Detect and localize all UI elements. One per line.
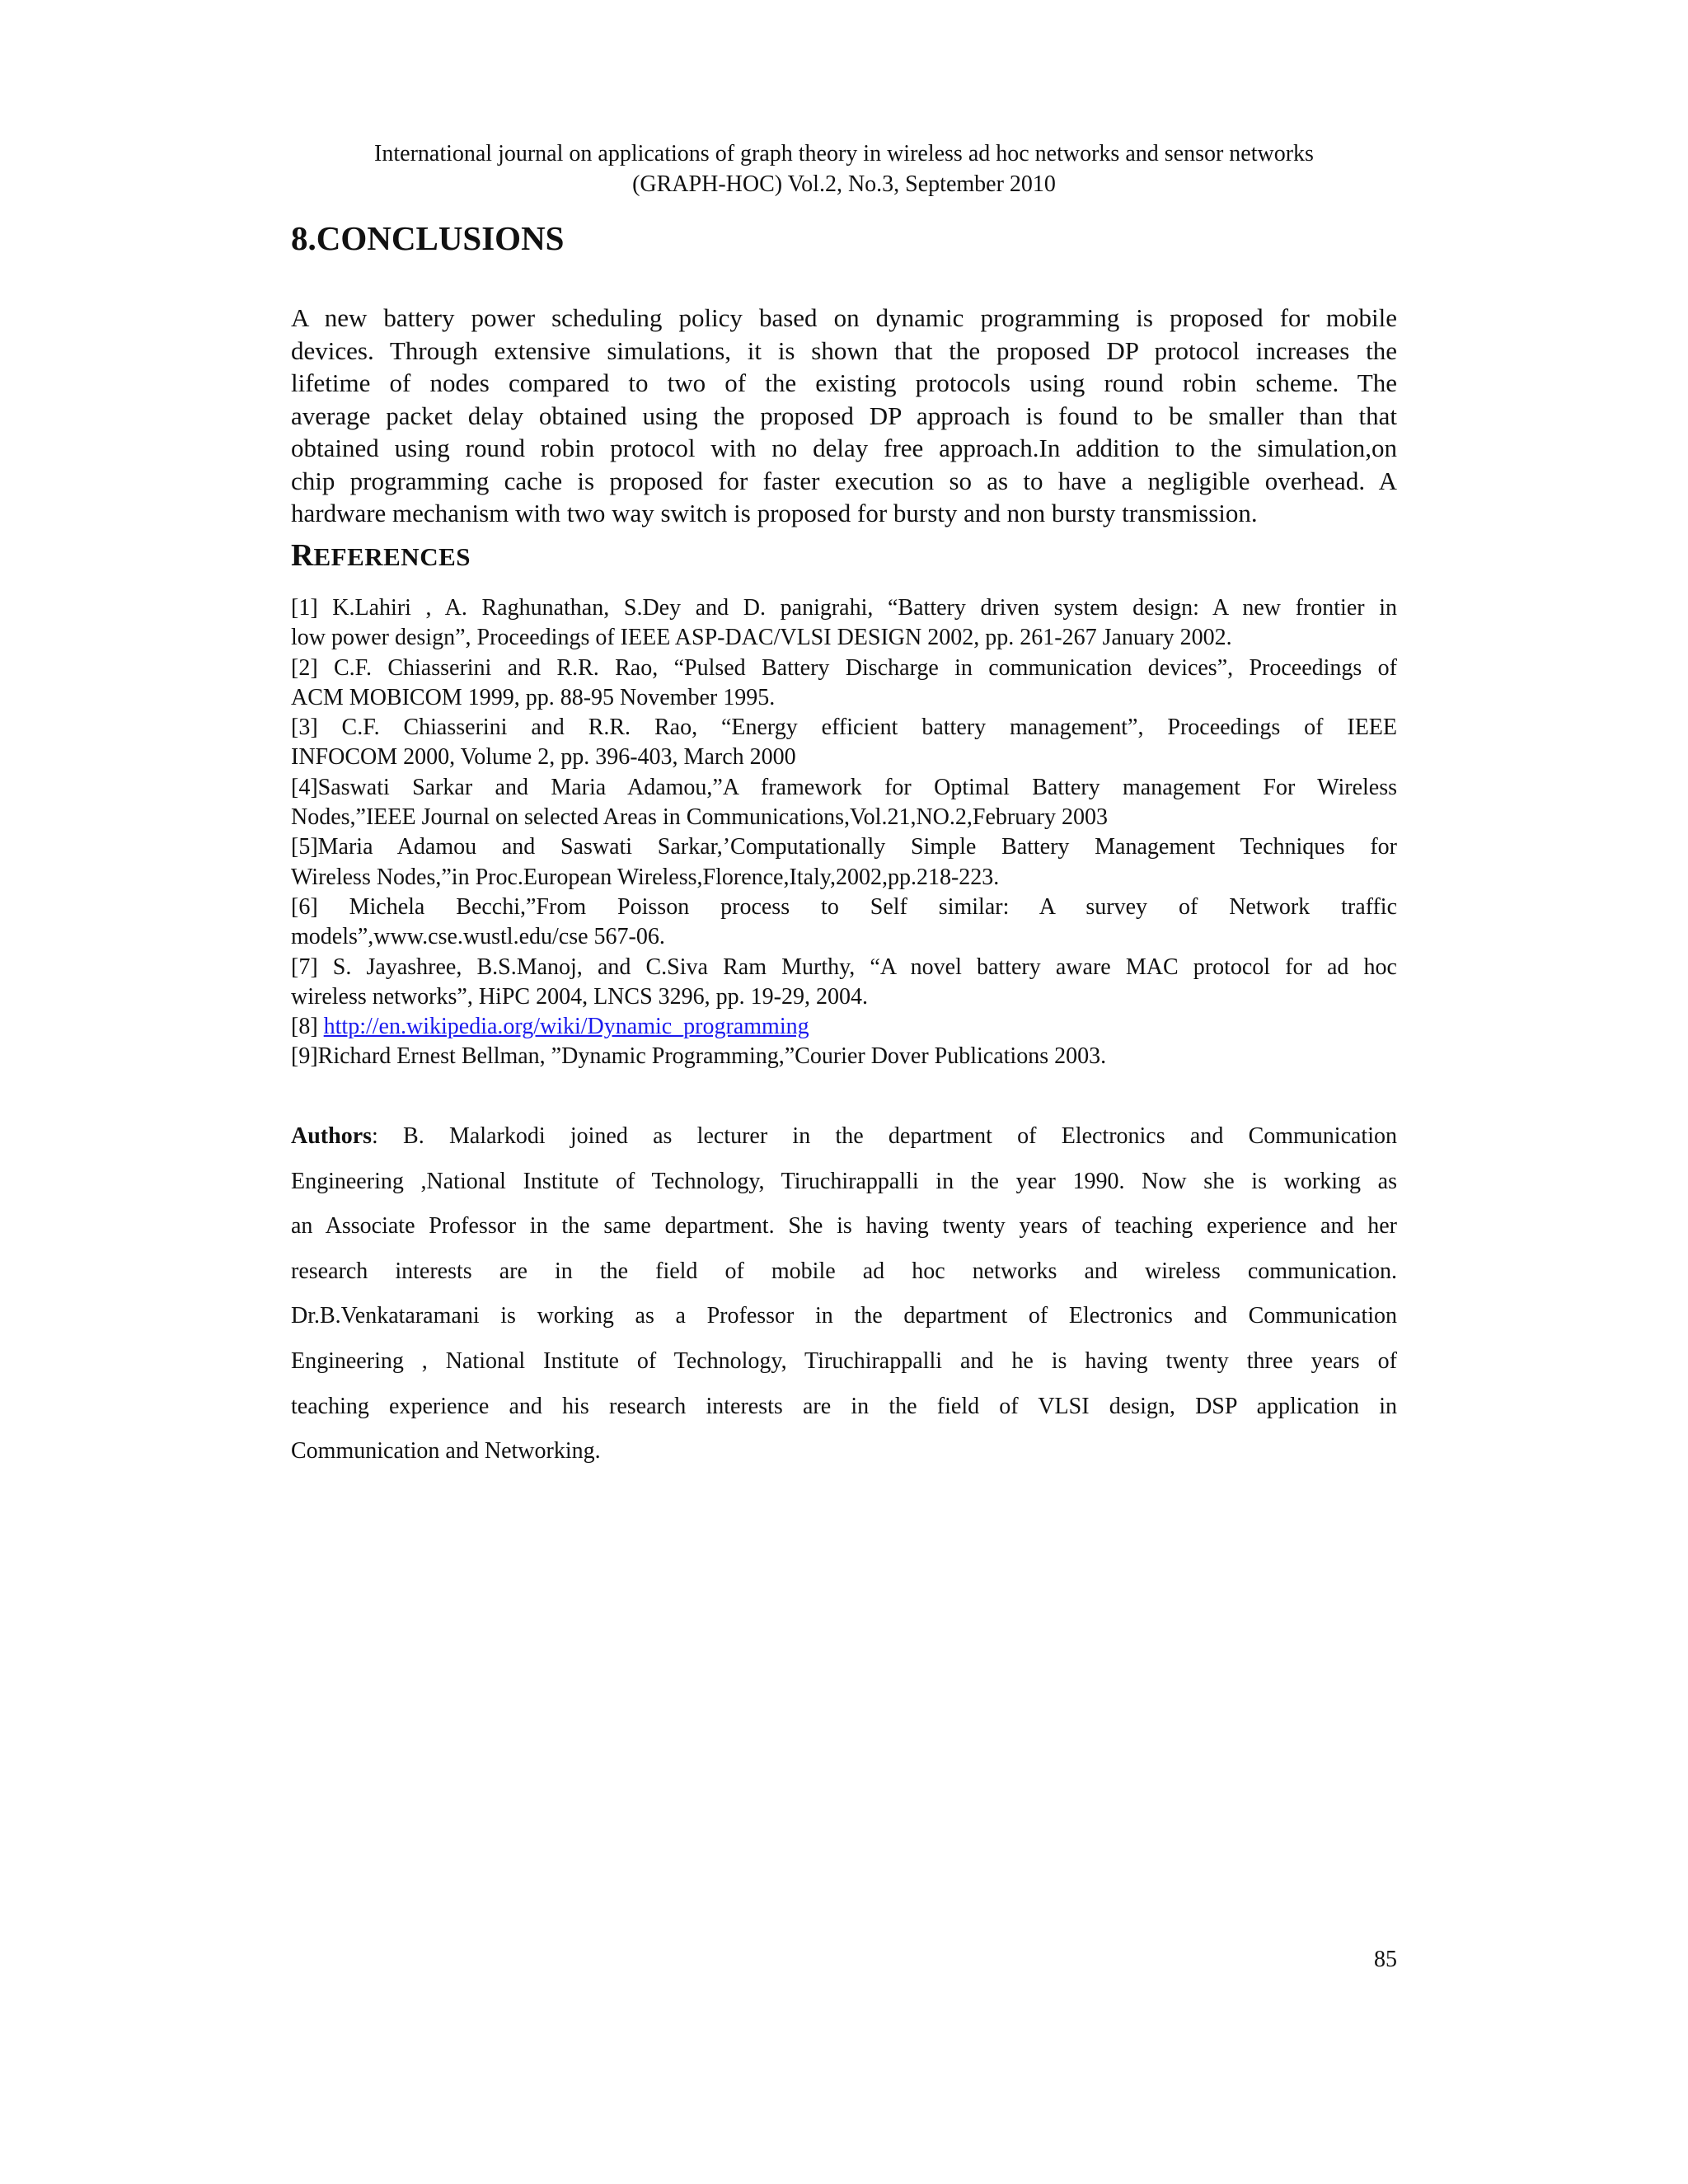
- authors-line: Engineering ,National Institute of Technology, Tiruchirappalli in the year 1990. Now she is working as: [291, 1168, 1397, 1194]
- conclusions-line: lifetime of nodes compared to two of the existing protocols using round robin scheme. The: [291, 368, 1397, 397]
- conclusions-line: A new battery power scheduling policy based on dynamic programming is proposed for mobile: [291, 303, 1397, 332]
- conclusions-line: devices. Through extensive simulations, it is shown that the proposed DP protocol increases the: [291, 335, 1397, 365]
- authors-line: teaching experience and his research interests are in the field of VLSI design, DSP application in: [291, 1393, 1397, 1419]
- reference-line: INFOCOM 2000, Volume 2, pp. 396-403, March 2000: [291, 744, 796, 771]
- reference-line: low power design”, Proceedings of IEEE ASP-DAC/VLSI DESIGN 2002, pp. 261-267 January 2002.: [291, 625, 1232, 651]
- authors-line: an Associate Professor in the same department. She is having twenty years of teaching experience and her: [291, 1213, 1397, 1240]
- page-number: 85: [1374, 1947, 1397, 1972]
- journal-volume: (GRAPH-HOC) Vol.2, No.3, September 2010: [632, 171, 1056, 197]
- reference-line: models”,www.cse.wustl.edu/cse 567-06.: [291, 924, 665, 950]
- reference-line: [1] K.Lahiri , A. Raghunathan, S.Dey and D. panigrahi, “Battery driven system design: A new frontier in: [291, 595, 1397, 621]
- wikipedia-dynamic-programming-link[interactable]: http://en.wikipedia.org/wiki/Dynamic_programming: [323, 1014, 809, 1040]
- reference-8-number: [8]: [291, 1014, 324, 1040]
- authors-line-rest: : B. Malarkodi joined as lecturer in the department of Electronics and Communication: [372, 1123, 1397, 1149]
- authors-label: Authors: [291, 1123, 373, 1149]
- authors-line: Dr.B.Venkataramani is working as a Professor in the department of Electronics and Communication: [291, 1303, 1397, 1329]
- reference-line: [2] C.F. Chiasserini and R.R. Rao, “Pulsed Battery Discharge in communication devices”, Proceedings of: [291, 654, 1397, 681]
- reference-line: [7] S. Jayashree, B.S.Manoj, and C.Siva Ram Murthy, “A novel battery aware MAC protocol for ad hoc: [291, 954, 1397, 980]
- journal-title: International journal on applications of graph theory in wireless ad hoc networks and sensor networks: [374, 141, 1314, 166]
- conclusions-heading: 8.CONCLUSIONS: [291, 219, 565, 257]
- authors-line: research interests are in the field of mobile ad hoc networks and wireless communication.: [291, 1258, 1397, 1284]
- reference-line: [3] C.F. Chiasserini and R.R. Rao, “Energy efficient battery management”, Proceedings of IEEE: [291, 715, 1397, 741]
- reference-line: Nodes,”IEEE Journal on selected Areas in Communications,Vol.21,NO.2,February 2003: [291, 804, 1108, 831]
- authors-line: [291, 1114, 1397, 1160]
- reference-line: [6] Michela Becchi,”From Poisson process to Self similar: A survey of Network traffic: [291, 893, 1397, 920]
- authors-line: Communication and Networking.: [291, 1438, 601, 1465]
- references-heading-rest: EFERENCES: [313, 542, 471, 571]
- references-heading: [291, 537, 471, 580]
- reference-line: Wireless Nodes,”in Proc.European Wireless,Florence,Italy,2002,pp.218-223.: [291, 864, 1000, 890]
- conclusions-line: obtained using round robin protocol with no delay free approach.In addition to the simulation,on: [291, 434, 1397, 462]
- authors-line: Engineering , National Institute of Technology, Tiruchirappalli and he is having twenty three years of: [291, 1347, 1397, 1374]
- references-list: [291, 593, 1397, 1072]
- reference-line: [4]Saswati Sarkar and Maria Adamou,”A framework for Optimal Battery management For Wireless: [291, 774, 1397, 800]
- conclusions-line: chip programming cache is proposed for faster execution so as to have a negligible overhead. A: [291, 466, 1397, 495]
- conclusions-line: hardware mechanism with two way switch is proposed for bursty and non bursty transmission.: [291, 499, 1258, 527]
- reference-9: [9]Richard Ernest Bellman, ”Dynamic Programming,”Courier Dover Publications 2003.: [291, 1043, 1107, 1070]
- running-header: [291, 138, 1397, 199]
- reference-line: wireless networks”, HiPC 2004, LNCS 3296, pp. 19-29, 2004.: [291, 983, 868, 1010]
- reference-line: [5]Maria Adamou and Saswati Sarkar,’Computationally Simple Battery Management Techniques for: [291, 834, 1397, 860]
- authors-paragraph: [291, 1114, 1397, 1474]
- conclusions-paragraph: [291, 302, 1397, 530]
- references-heading-cap: R: [291, 538, 314, 573]
- reference-line: ACM MOBICOM 1999, pp. 88-95 November 1995.: [291, 684, 776, 710]
- conclusions-line: average packet delay obtained using the proposed DP approach is found to be smaller than that: [291, 401, 1397, 430]
- reference-8: [291, 1012, 1397, 1042]
